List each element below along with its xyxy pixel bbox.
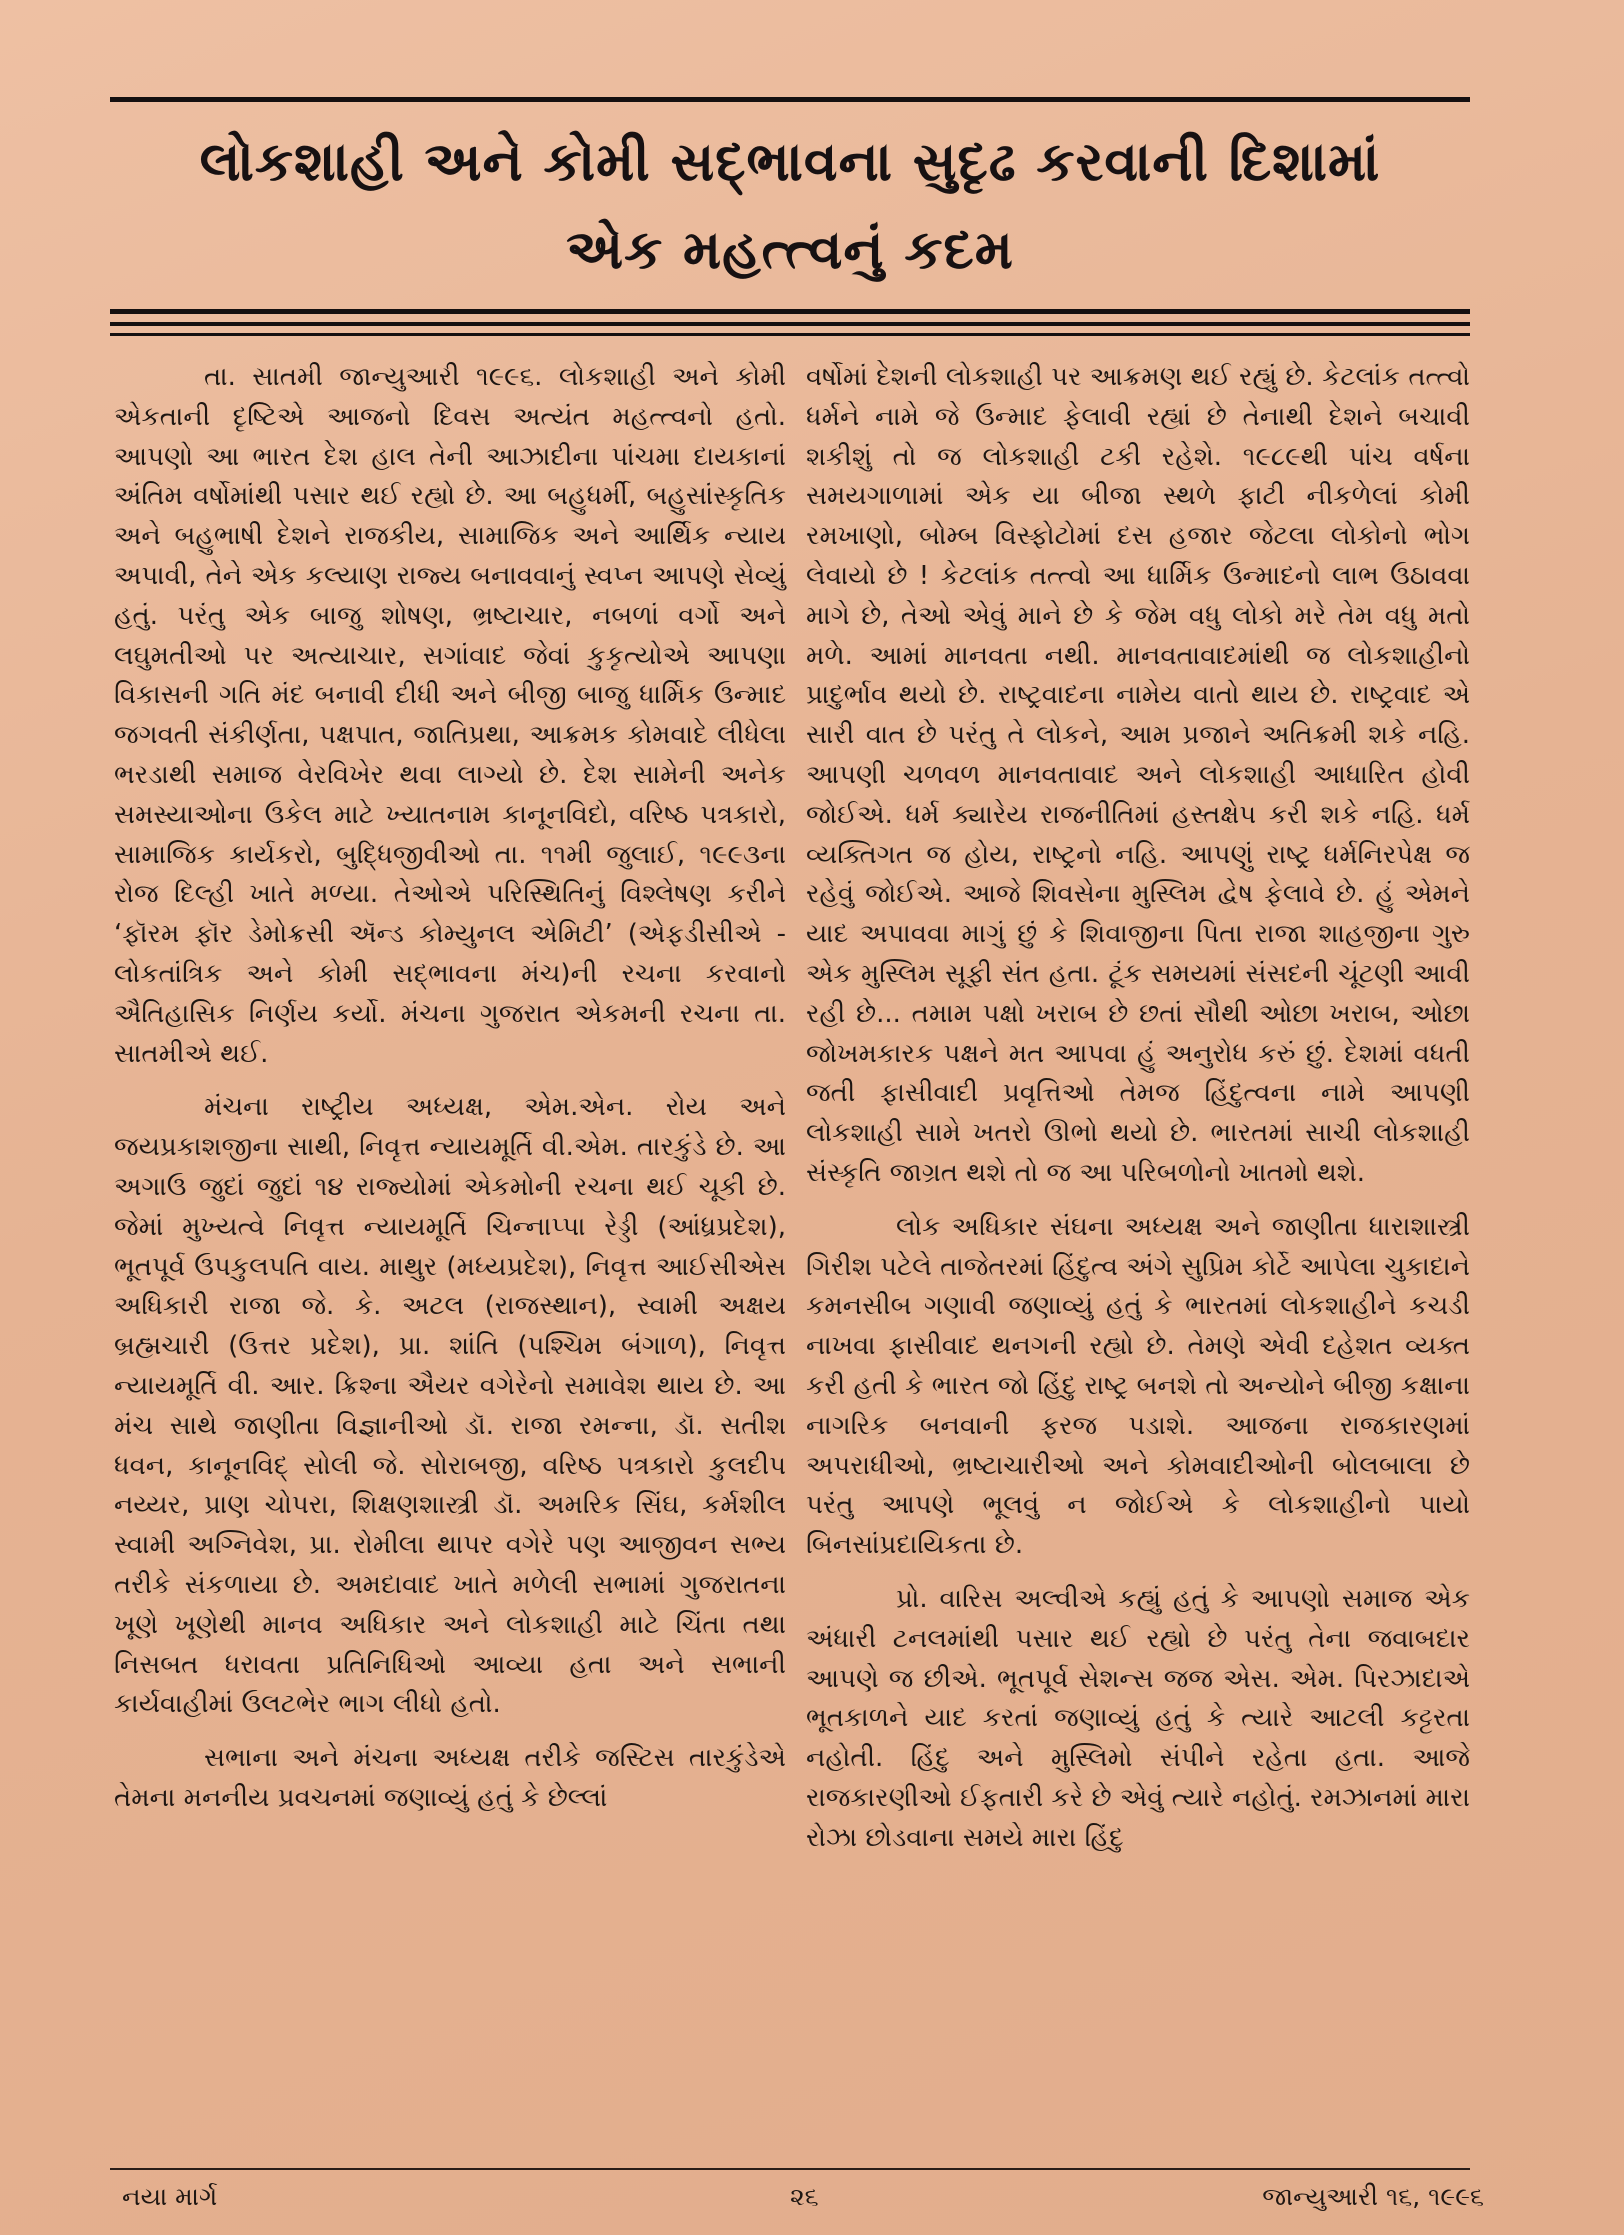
right-column (806, 358, 1470, 1872)
title-rule-middle (110, 322, 1470, 326)
paragraph: સભાના અને મંચના અધ્યક્ષ તરીકે જસ્ટિસ તારકુંડેએ તેમના મનનીય પ્રવચનમાં જણાવ્યું હતું કે છેલ્લાં (114, 1743, 786, 1813)
page-number: ૨૬ (790, 2182, 819, 2211)
title-line-2: એક મહત્ત્વનું કદમ (566, 218, 1014, 281)
paragraph: વર્ષોમાં દેશની લોકશાહી પર આક્રમણ થઈ રહ્યું છે. કેટલાંક તત્ત્વો ધર્મને નામે જે ઉન્માદ ફેલાવી રહ્યાં છે તેનાથી દેશને બચાવી શકીશું તો જ લોકશાહી ટકી રહેશે. ૧૯૮૯થી પાંચ વર્ષના સમયગાળામાં એક યા બીજા સ્થળે ફાટી નીકળેલાં કોમી રમખાણો, બોમ્બ વિસ્ફોટોમાં દસ હજાર જેટલા લોકોનો ભોગ લેવાયો છે ! કેટલાંક તત્ત્વો આ ધાર્મિક ઉન્માદનો લાભ ઉઠાવવા માગે છે, તેઓ એવું માને છે કે જેમ વધુ લોકો મરે તેમ વધુ મતો મળે. આમાં માનવતા નથી. માનવતાવાદમાંથી જ લોકશાહીનો પ્રાદુર્ભાવ થયો છે. રાષ્ટ્રવાદના નામેય વાતો થાય છે. રાષ્ટ્રવાદ એ સારી વાત છે પરંતુ તે લોકને, આમ પ્રજાને અતિક્રમી શકે નહિ. આપણી ચળવળ માનવતાવાદ અને લોકશાહી આધારિત હોવી જોઈએ. ધર્મ ક્યારેય રાજનીતિમાં હસ્તક્ષેપ કરી શકે નહિ. ધર્મ વ્યક્તિગત જ હોય, રાષ્ટ્રનો નહિ. આપણું રાષ્ટ્ર ધર્મનિરપેક્ષ જ રહેવું જોઈએ. આજે શિવસેના મુસ્લિમ દ્વેષ ફેલાવે છે. હું એમને યાદ અપાવવા માગું છું કે શિવાજીના પિતા રાજા શાહજીના ગુરુ એક મુસ્લિમ સૂફી સંત હતા. ટૂંક સમયમાં સંસદની ચૂંટણી આવી રહી છે... તમામ પક્ષો ખરાબ છે છતાં સૌથી ઓછા ખરાબ, ઓછા જોખમકારક પક્ષને મત આપવા હું અનુરોધ કરું છું. દેશમાં વધતી જતી ફાસીવાદી પ્રવૃત્તિઓ તેમજ હિંદુત્વના નામે આપણી લોકશાહી સામે ખતરો ઊભો થયો છે. ભારતમાં સાચી લોકશાહી સંસ્કૃતિ જાગ્રત થશે તો જ આ પરિબળોનો ખાતમો થશે. (806, 362, 1470, 1188)
paragraph: લોક અધિકાર સંઘના અધ્યક્ષ અને જાણીતા ધારાશાસ્ત્રી ગિરીશ પટેલે તાજેતરમાં હિંદુત્વ અંગે સુપ્રિમ કોર્ટે આપેલા ચુકાદાને કમનસીબ ગણાવી જણાવ્યું હતું કે ભારતમાં લોકશાહીને કચડી નાખવા ફાસીવાદ થનગની રહ્યો છે. તેમણે એવી દહેશત વ્યક્ત કરી હતી કે ભારત જો હિંદુ રાષ્ટ્ર બનશે તો અન્યોને બીજી કક્ષાના નાગરિક બનવાની ફરજ પડાશે. આજના રાજકારણમાં અપરાધીઓ, ભ્રષ્ટાચારીઓ અને કોમવાદીઓની બોલબાલા છે પરંતુ આપણે ભૂલવું ન જોઈએ કે લોકશાહીનો પાયો બિનસાંપ્રદાયિકતા છે. (806, 1211, 1470, 1561)
title-rule-thin (110, 333, 1470, 336)
paragraph: મંચના રાષ્ટ્રીય અધ્યક્ષ, એમ.એન. રોય અને જયપ્રકાશજીના સાથી, નિવૃત્ત ન્યાયમૂર્તિ વી.એમ. તારકુંડે છે. આ અગાઉ જુદાં જુદાં ૧૪ રાજ્યોમાં એકમોની રચના થઈ ચૂકી છે. જેમાં મુખ્યત્વે નિવૃત્ત ન્યાયમૂર્તિ ચિન્નાપ્પા રેડ્ડી (આંધ્રપ્રદેશ), ભૂતપૂર્વ ઉપકુલપતિ વાય. માથુર (મધ્યપ્રદેશ), નિવૃત્ત આઈસીએસ અધિકારી રાજા જે. કે. અટલ (રાજસ્થાન), સ્વામી અક્ષય બ્રહ્મચારી (ઉત્તર પ્રદેશ), પ્રા. શાંતિ (પશ્ચિમ બંગાળ), નિવૃત્ત ન્યાયમૂર્તિ વી. આર. ક્રિશ્ના ઐયર વગેરેનો સમાવેશ થાય છે. આ મંચ સાથે જાણીતા વિજ્ઞાનીઓ ડૉ. રાજા રમન્ના, ડૉ. સતીશ ધવન, કાનૂનવિદ્ સોલી જે. સોરાબજી, વરિષ્ઠ પત્રકારો કુલદીપ નય્યર, પ્રાણ ચોપરા, શિક્ષણશાસ્ત્રી ડૉ. અમરિક સિંઘ, કર્મશીલ સ્વામી અગ્નિવેશ, પ્રા. રોમીલા થાપર વગેરે પણ આજીવન સભ્ય તરીકે સંકળાયા છે. અમદાવાદ ખાતે મળેલી સભામાં ગુજરાતના ખૂણે ખૂણેથી માનવ અધિકાર અને લોકશાહી માટે ચિંતા તથા નિસબત ધરાવતા પ્રતિનિધિઓ આવ્યા હતા અને સભાની કાર્યવાહીમાં ઉલટભેર ભાગ લીધો હતો. (114, 1092, 786, 1720)
footer-rule (110, 2168, 1470, 2170)
left-column (114, 358, 786, 1833)
publication-name: નયા માર્ગ (122, 2182, 218, 2211)
title-line-1: લોકશાહી અને કોમી સદ્ભાવના સુદૃઢ કરવાની દિશામાં (199, 130, 1381, 193)
article-title (110, 118, 1470, 294)
top-rule (110, 97, 1470, 102)
title-rule-thick (110, 309, 1470, 314)
paragraph: પ્રો. વારિસ અલ્વીએ કહ્યું હતું કે આપણો સમાજ એક અંધારી ટનલમાંથી પસાર થઈ રહ્યો છે પરંતુ તેના જવાબદાર આપણે જ છીએ. ભૂતપૂર્વ સેશન્સ જજ એસ. એમ. પિરઝાદાએ ભૂતકાળને યાદ કરતાં જણાવ્યું હતું કે ત્યારે આટલી કટ્ટરતા નહોતી. હિંદુ અને મુસ્લિમો સંપીને રહેતા હતા. આજે રાજકારણીઓ ઈફતારી કરે છે એવું ત્યારે નહોતું. રમઝાનમાં મારા રોઝા છોડવાના સમયે મારા હિંદુ (806, 1583, 1470, 1853)
paragraph: તા. સાતમી જાન્યુઆરી ૧૯૯૬. લોકશાહી અને કોમી એકતાની દૃષ્ટિએ આજનો દિવસ અત્યંત મહત્ત્વનો હતો. આપણો આ ભારત દેશ હાલ તેની આઝાદીના પાંચમા દાયકાનાં અંતિમ વર્ષોમાંથી પસાર થઈ રહ્યો છે. આ બહુધર્મી, બહુસાંસ્કૃતિક અને બહુભાષી દેશને રાજકીય, સામાજિક અને આર્થિક ન્યાય અપાવી, તેને એક કલ્યાણ રાજ્ય બનાવવાનું સ્વપ્ન આપણે સેવ્યું હતું. પરંતુ એક બાજુ શોષણ, ભ્રષ્ટાચાર, નબળાં વર્ગો અને લઘુમતીઓ પર અત્યાચાર, સગાંવાદ જેવાં કુકૃત્યોએ આપણા વિકાસની ગતિ મંદ બનાવી દીધી અને બીજી બાજુ ધાર્મિક ઉન્માદ જગવતી સંકીર્ણતા, પક્ષપાત, જાતિપ્રથા, આક્રમક કોમવાદે લીધેલા ભરડાથી સમાજ વેરવિખેર થવા લાગ્યો છે. દેશ સામેની અનેક સમસ્યાઓના ઉકેલ માટે ખ્યાતનામ કાનૂનવિદો, વરિષ્ઠ પત્રકારો, સામાજિક કાર્યકરો, બુદ્ધિજીવીઓ તા. ૧૧મી જુલાઈ, ૧૯૯૩ના રોજ દિલ્હી ખાતે મળ્યા. તેઓએ પરિસ્થિતિનું વિશ્લેષણ કરીને ‘ફૉરમ ફૉર ડેમોક્રસી ઍન્ડ કોમ્યુનલ એમિટી’ (એફડીસીએ - લોકતાંત્રિક અને કોમી સદ્ભાવના મંચ)ની રચના કરવાનો ઐતિહાસિક નિર્ણય કર્યો. મંચના ગુજરાત એકમની રચના તા. સાતમીએ થઈ. (114, 362, 786, 1069)
issue-date: જાન્યુઆરી ૧૬, ૧૯૯૬ (1262, 2182, 1484, 2211)
